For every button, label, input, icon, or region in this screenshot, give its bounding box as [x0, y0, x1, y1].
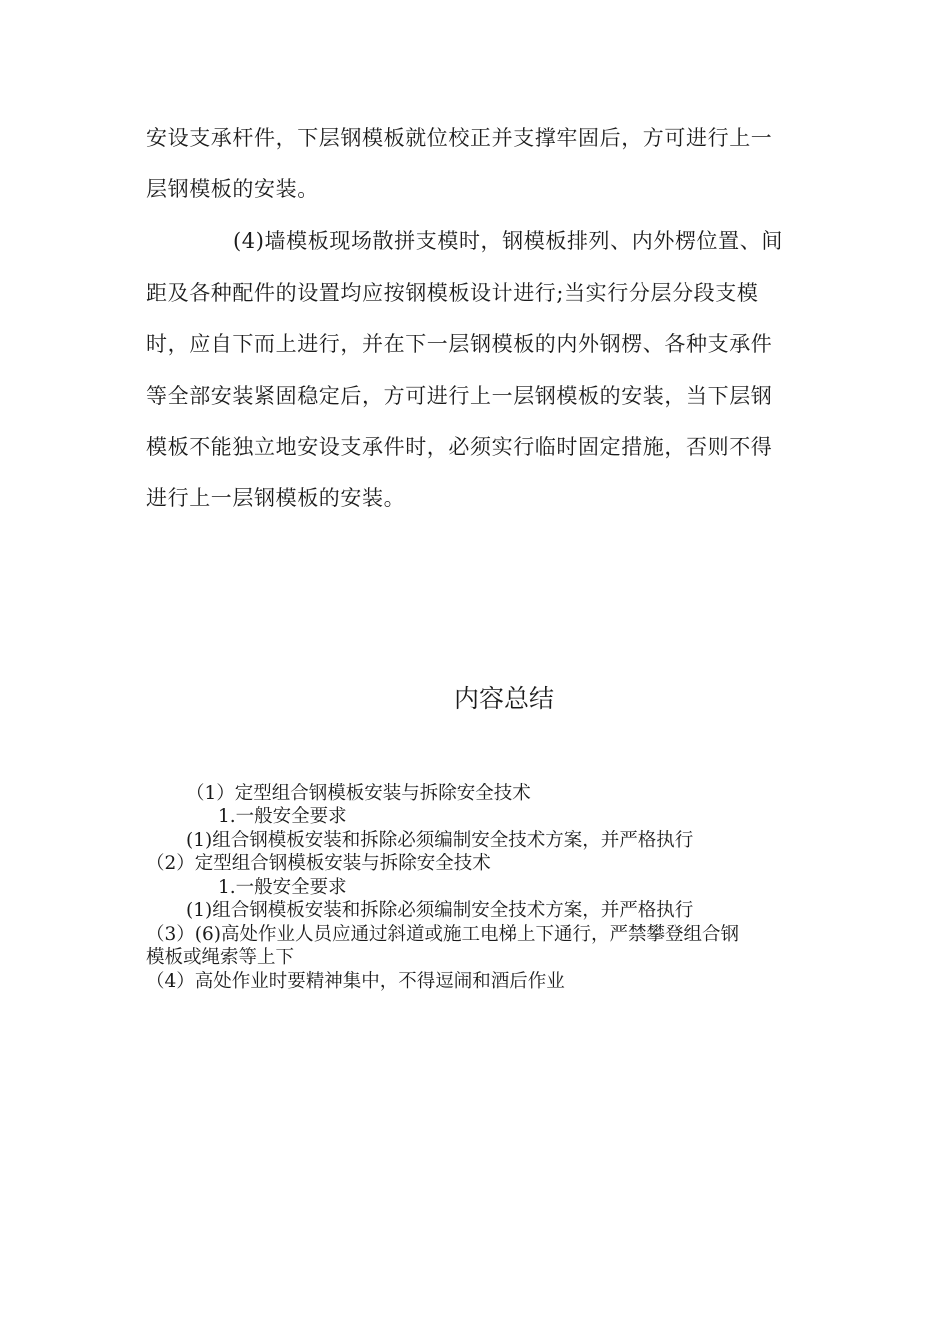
- paragraph-line: 等全部安装紧固稳定后，方可进行上一层钢模板的安装，当下层钢: [146, 384, 773, 408]
- paragraph-line: 距及各种配件的设置均应按钢模板设计进行;当实行分层分段支模: [146, 281, 759, 305]
- summary-line: 1.一般安全要求: [218, 806, 347, 827]
- summary-line: (1)组合钢模板安装和拆除必须编制安全技术方案，并严格执行: [186, 900, 694, 921]
- paragraph-line: 层钢模板的安装。: [146, 177, 319, 201]
- summary-line: （3）(6)高处作业人员应通过斜道或施工电梯上下通行，严禁攀登组合钢: [146, 924, 739, 945]
- summary-line: （2）定型组合钢模板安装与拆除安全技术: [146, 853, 491, 874]
- paragraph-line: (4)墙模板现场散拼支模时，钢模板排列、内外楞位置、间: [233, 229, 783, 253]
- summary-title: 内容总结: [453, 684, 554, 713]
- summary-line: （1）定型组合钢模板安装与拆除安全技术: [186, 783, 531, 804]
- paragraph-line: 进行上一层钢模板的安装。: [146, 486, 406, 510]
- summary-line: （4）高处作业时要精神集中，不得逗闹和酒后作业: [146, 971, 565, 992]
- paragraph-line: 安设支承杆件，下层钢模板就位校正并支撑牢固后，方可进行上一: [146, 126, 773, 150]
- paragraph-line: 时，应自下而上进行，并在下一层钢模板的内外钢楞、各种支承件: [146, 332, 773, 356]
- summary-line: 1.一般安全要求: [218, 877, 347, 898]
- summary-line: 模板或绳索等上下: [146, 947, 295, 968]
- summary-line: (1)组合钢模板安装和拆除必须编制安全技术方案，并严格执行: [186, 830, 694, 851]
- paragraph-line: 模板不能独立地安设支承件时，必须实行临时固定措施，否则不得: [146, 435, 773, 459]
